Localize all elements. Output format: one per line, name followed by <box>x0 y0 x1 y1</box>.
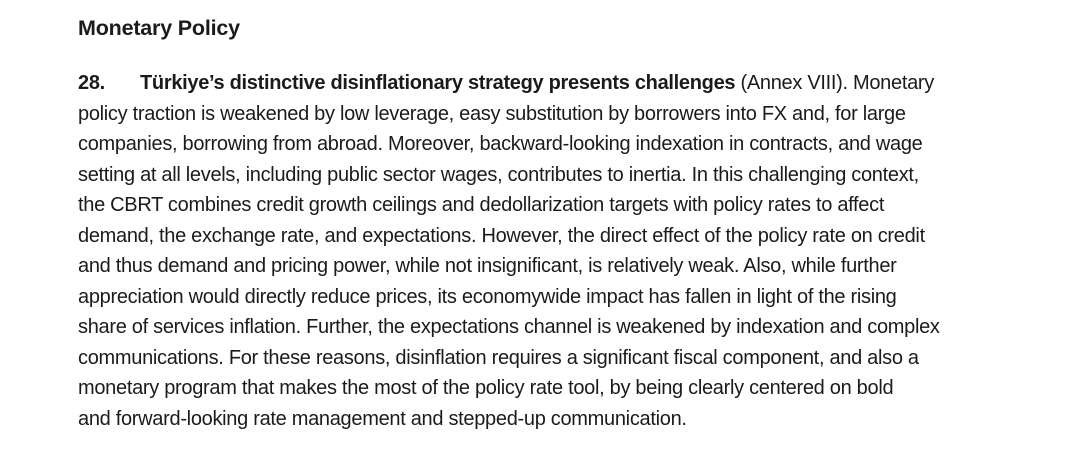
paragraph-line <box>78 68 1052 99</box>
paragraph-line <box>78 160 1052 191</box>
paragraph-text: and thus demand and pricing power, while not insignificant, is relatively weak. Also, while further <box>78 255 897 277</box>
paragraph-text: share of services inflation. Further, the expectations channel is weakened by indexation and complex <box>78 316 940 338</box>
paragraph-text: appreciation would directly reduce prices, its economywide impact has fallen in light of the rising <box>78 285 897 308</box>
paragraph-text: monetary program that makes the most of the policy rate tool, by being clearly centered on bold <box>78 377 894 399</box>
paragraph-line <box>78 251 1052 282</box>
paragraph-text: setting at all levels, including public sector wages, contributes to inertia. In this challenging context, <box>78 163 919 186</box>
paragraph-line <box>78 312 1052 343</box>
paragraph-line <box>78 373 1052 404</box>
paragraph-28 <box>78 68 1052 434</box>
paragraph-text: the CBRT combines credit growth ceilings and dedollarization targets with policy rates to affect <box>78 194 885 216</box>
paragraph-number: 28. <box>78 72 105 94</box>
paragraph-text: companies, borrowing from abroad. Moreover, backward-looking indexation in contracts, and wage <box>78 133 923 155</box>
section-heading: Monetary Policy <box>78 16 240 40</box>
paragraph-text: policy traction is weakened by low leverage, easy substitution by borrowers into FX and, for large <box>78 102 906 125</box>
paragraph-text: and forward-looking rate management and stepped-up communication. <box>78 407 687 430</box>
paragraph-text: communications. For these reasons, disinflation requires a significant fiscal component, and also a <box>78 346 919 369</box>
paragraph-line <box>78 129 1052 160</box>
paragraph-line <box>78 404 1052 435</box>
paragraph-bold-text: Türkiye’s distinctive disinflationary strategy presents challenges <box>140 72 736 94</box>
paragraph-text: demand, the exchange rate, and expectations. However, the direct effect of the policy rate on credit <box>78 224 925 247</box>
paragraph-text: (Annex VIII). Monetary <box>735 72 934 94</box>
paragraph-line <box>78 343 1052 374</box>
paragraph-line <box>78 99 1052 130</box>
paragraph-line <box>78 190 1052 221</box>
paragraph-line <box>78 221 1052 252</box>
paragraph-line <box>78 282 1052 313</box>
